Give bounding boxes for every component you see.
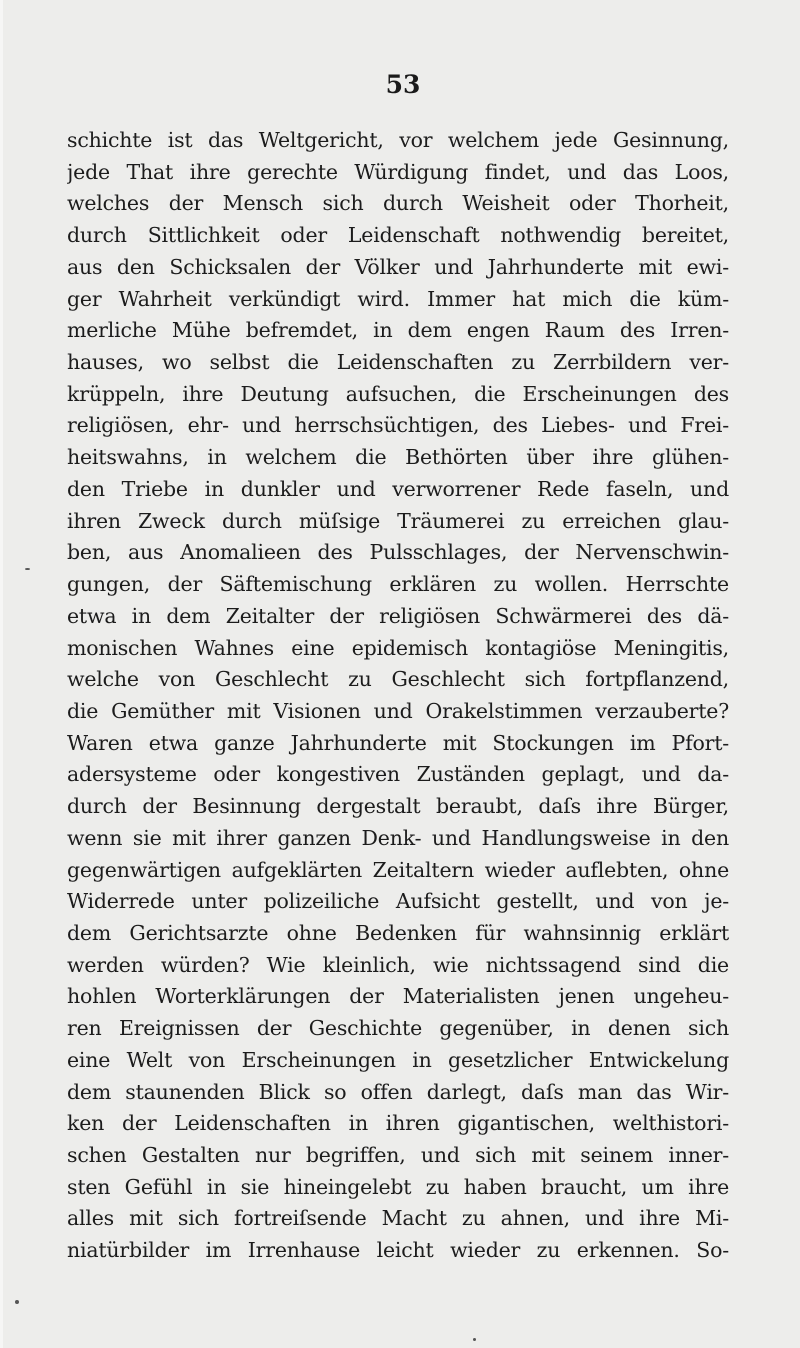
print-speck [473,1338,476,1341]
text-line: adersysteme oder kongestiven Zuständen geplagt, und da- [67,762,729,787]
body-text [67,125,729,1267]
text-line: durch der Besinnung dergestalt beraubt, daſs ihre Bürger, [67,794,729,819]
text-line: ihren Zweck durch müſsige Träumerei zu erreichen glau- [67,508,729,533]
text-line: alles mit sich fortreiſsende Macht zu ahnen, und ihre Mi- [67,1206,729,1231]
text-line: schen Gestalten nur begriffen, und sich mit seinem inner- [67,1143,729,1167]
text-line: krüppeln, ihre Deutung aufsuchen, die Erscheinungen des [67,381,729,406]
text-line: ger Wahrheit verkündigt wird. Immer hat mich die küm- [67,286,729,311]
text-line: jede That ihre gerechte Würdigung findet, und das Loos, [67,159,729,184]
text-line: werden würden? Wie kleinlich, wie nichtssagend sind die [67,952,729,977]
text-line: dem staunenden Blick so offen darlegt, daſs man das Wir- [67,1079,729,1104]
text-line: hauses, wo selbst die Leidenschaften zu Zerrbildern ver- [67,350,729,375]
text-line: etwa in dem Zeitalter der religiösen Schwärmerei des dä- [67,603,729,628]
text-line: welches der Mensch sich durch Weisheit oder Thorheit, [67,191,729,216]
text-line: schichte ist das Weltgericht, vor welchem jede Gesinnung, [67,128,729,152]
text-line: dem Gerichtsarzte ohne Bedenken für wahnsinnig erklärt [67,920,729,945]
text-line: Widerrede unter polizeiliche Aufsicht gestellt, und von je- [67,889,729,914]
text-line: ken der Leidenschaften in ihren gigantischen, welthistori- [67,1111,729,1136]
print-speck [25,568,30,570]
page-number: 53 [385,70,421,99]
text-line: monischen Wahnes eine epidemisch kontagiöse Meningitis, [67,635,729,660]
text-line: hohlen Worterklärungen der Materialisten jenen ungeheu- [67,984,729,1009]
text-line: wenn sie mit ihrer ganzen Denk- und Handlungsweise in den [67,825,729,850]
text-line: religiösen, ehr- und herrschsüchtigen, des Liebes- und Frei- [67,413,729,438]
text-line: merliche Mühe befremdet, in dem engen Raum des Irren- [67,318,729,343]
text-line: die Gemüther mit Visionen und Orakelstimmen verzauberte? [67,698,729,723]
text-line: Waren etwa ganze Jahrhunderte mit Stockungen im Pfort- [67,730,729,755]
text-line: gungen, der Säftemischung erklären zu wollen. Herrschte [67,572,729,597]
text-line: welche von Geschlecht zu Geschlecht sich fortpflanzend, [67,667,729,692]
text-line: aus den Schicksalen der Völker und Jahrhunderte mit ewi- [67,254,729,279]
text-line: niatürbilder im Irrenhause leicht wieder zu erkennen. So- [67,1238,729,1263]
text-line: ben, aus Anomalieen des Pulsschlages, der Nervenschwin- [67,540,729,565]
text-line: heitswahns, in welchem die Bethörten über ihre glühen- [67,445,729,470]
text-line: eine Welt von Erscheinungen in gesetzlicher Entwickelung [67,1047,729,1072]
print-speck [15,1300,19,1304]
text-line: den Triebe in dunkler und verworrener Rede faseln, und [67,476,729,501]
text-line: ren Ereignissen der Geschichte gegenüber, in denen sich [67,1016,729,1041]
text-line: sten Gefühl in sie hineingelebt zu haben braucht, um ihre [67,1174,729,1199]
text-line: gegenwärtigen aufgeklärten Zeitaltern wieder auflebten, ohne [67,857,729,882]
text-line: durch Sittlichkeit oder Leidenschaft nothwendig bereitet, [67,223,729,248]
